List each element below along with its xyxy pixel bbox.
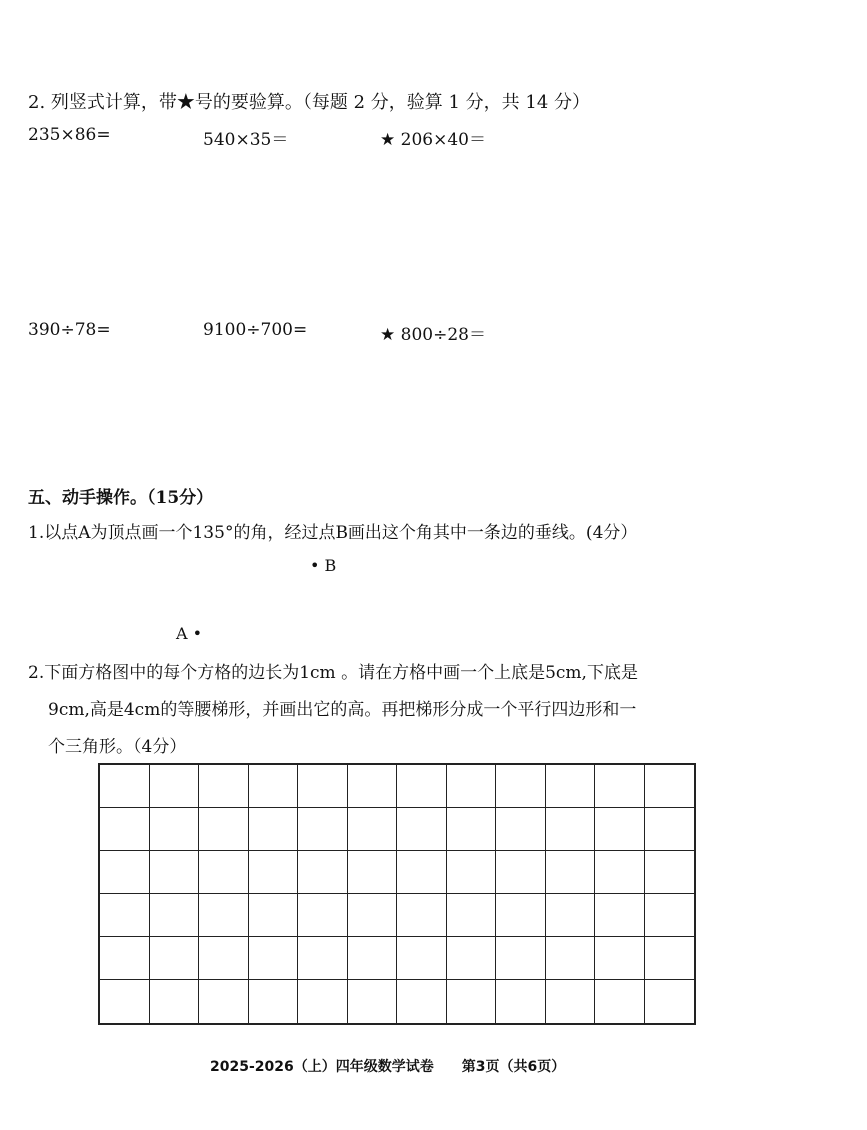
point-b-label: • B <box>310 556 337 575</box>
grid-cell <box>447 980 497 1023</box>
grid-cell <box>150 980 200 1023</box>
grid-cell <box>100 808 150 851</box>
section-5-question-2-line-1: 2.下面方格图中的每个方格的边长为1cm 。请在方格中画一个上底是5cm,下底是 <box>28 663 638 683</box>
grid-cell <box>249 765 299 808</box>
grid-cell <box>298 894 348 937</box>
grid-cell <box>397 980 447 1023</box>
grid-cell <box>397 937 447 980</box>
section-5-heading: 五、动手操作。（15分） <box>28 488 214 508</box>
grid-cell <box>249 851 299 894</box>
grid-cell <box>447 808 497 851</box>
section-5-question-2-line-2: 9cm,高是4cm的等腰梯形，并画出它的高。再把梯形分成一个平行四边形和一 <box>48 700 637 720</box>
grid-cell <box>447 851 497 894</box>
grid-cell <box>496 765 546 808</box>
section-5-question-1: 1.以点A为顶点画一个135°的角，经过点B画出这个角其中一条边的垂线。(4分） <box>28 523 638 543</box>
grid-cell <box>199 765 249 808</box>
point-a-label: A • <box>176 624 203 643</box>
calc-problem-6: ★ 800÷28＝ <box>380 325 486 345</box>
grid-cell <box>199 894 249 937</box>
grid-cell <box>150 937 200 980</box>
calc-problem-3: ★ 206×40＝ <box>380 130 486 150</box>
grid-cell <box>199 851 249 894</box>
grid-cell <box>397 894 447 937</box>
calc-problem-5: 9100÷700= <box>203 320 308 340</box>
grid-cell <box>100 980 150 1023</box>
grid-cell <box>348 808 398 851</box>
grid-cell <box>199 980 249 1023</box>
grid-cell <box>546 937 596 980</box>
grid-cell <box>546 980 596 1023</box>
grid-cell <box>496 851 546 894</box>
grid-cell <box>595 808 645 851</box>
grid-cell <box>496 894 546 937</box>
grid-cell <box>348 851 398 894</box>
grid-cell <box>447 765 497 808</box>
grid-cell <box>447 894 497 937</box>
grid-cell <box>397 765 447 808</box>
grid-cell <box>546 851 596 894</box>
grid-cell <box>645 980 695 1023</box>
grid-cell <box>298 980 348 1023</box>
grid-cell <box>150 765 200 808</box>
grid-cell <box>298 808 348 851</box>
grid-cell <box>150 894 200 937</box>
grid-cell <box>645 937 695 980</box>
grid-cell <box>100 765 150 808</box>
grid-cell <box>298 851 348 894</box>
grid-cell <box>546 765 596 808</box>
grid-cell <box>595 894 645 937</box>
grid-cell <box>249 808 299 851</box>
grid-cell <box>298 765 348 808</box>
grid-cell <box>199 937 249 980</box>
grid-cell <box>348 765 398 808</box>
grid-cell <box>496 937 546 980</box>
grid-cell <box>595 980 645 1023</box>
section-5-question-2-line-3: 个三角形。（4分） <box>48 737 187 757</box>
grid-cell <box>348 894 398 937</box>
grid-cell <box>100 937 150 980</box>
grid-cell <box>199 808 249 851</box>
grid-cell <box>595 765 645 808</box>
calc-problem-1: 235×86= <box>28 125 111 145</box>
grid-cell <box>397 808 447 851</box>
grid-cell <box>348 937 398 980</box>
grid-cell <box>249 980 299 1023</box>
grid-cell <box>397 851 447 894</box>
grid-cell <box>298 937 348 980</box>
grid-cell <box>348 980 398 1023</box>
grid-cell <box>100 851 150 894</box>
grid-cell <box>150 851 200 894</box>
grid-cell <box>249 894 299 937</box>
grid-cell <box>645 894 695 937</box>
grid-cell <box>595 851 645 894</box>
page-footer: 2025-2026（上）四年级数学试卷 第3页（共6页） <box>210 1059 566 1075</box>
grid-cell <box>595 937 645 980</box>
grid-cell <box>546 894 596 937</box>
grid-cell <box>249 937 299 980</box>
square-grid <box>98 763 696 1025</box>
calc-problem-2: 540×35＝ <box>203 130 289 150</box>
grid-cell <box>100 894 150 937</box>
grid-cell <box>645 808 695 851</box>
grid-cell <box>645 765 695 808</box>
grid-cell <box>496 808 546 851</box>
grid-cell <box>150 808 200 851</box>
grid-cell <box>496 980 546 1023</box>
grid-cell <box>447 937 497 980</box>
calc-problem-4: 390÷78= <box>28 320 111 340</box>
question-2-title: 2. 列竖式计算，带★号的要验算。（每题 2 分，验算 1 分，共 14 分） <box>28 92 591 113</box>
grid-cell <box>546 808 596 851</box>
grid-cell <box>645 851 695 894</box>
